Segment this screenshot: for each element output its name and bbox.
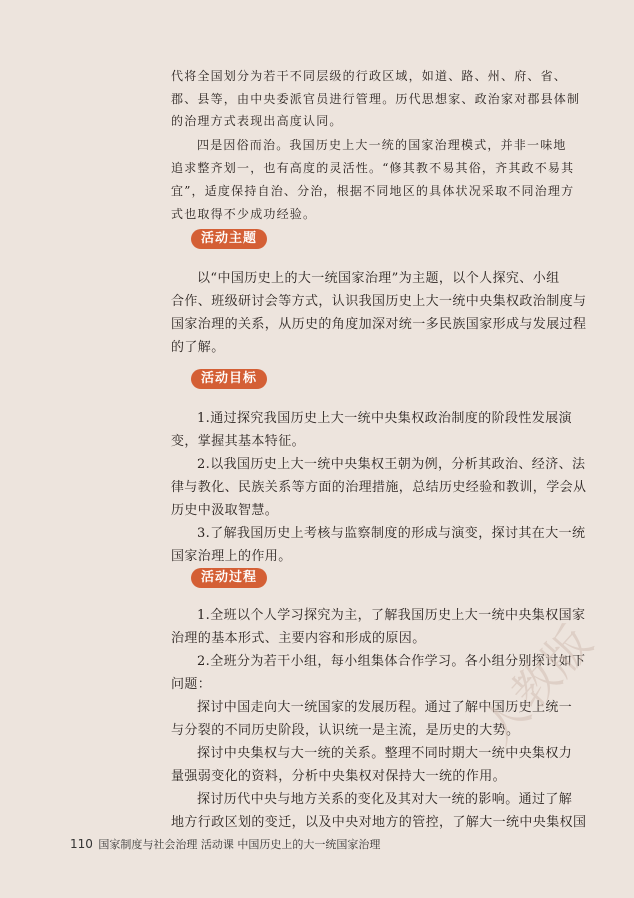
goals-line: 历史中汲取智慧。 xyxy=(171,503,279,518)
intro-line: 宜”，适度保持自治、分治，根据不同地区的具体状况采取不同治理方 xyxy=(171,184,575,198)
process-line: 地方行政区划的变迁，以及中央对地方的管控，了解大一统中央集权国 xyxy=(171,815,587,830)
process-line: 探讨历代中央与地方关系的变化及其对大一统的影响。通过了解 xyxy=(197,792,573,807)
goals-line: 2.以我国历史上大一统中央集权王朝为例，分析其政治、经济、法 xyxy=(197,457,586,472)
intro-line: 郡、县等，由中央委派官员进行管理。历代思想家、政治家对郡县体制 xyxy=(171,92,581,106)
intro-line: 式也取得不少成功经验。 xyxy=(171,207,317,221)
process-line: 治理的基本形式、主要内容和形成的原因。 xyxy=(171,631,426,646)
section-heading-process: 活动过程 xyxy=(191,568,267,588)
section-heading-goals: 活动目标 xyxy=(191,369,267,389)
goals-line: 3.了解我国历史上考核与监察制度的形成与演变，探讨其在大一统 xyxy=(197,526,586,541)
process-line: 问题： xyxy=(171,677,212,692)
theme-line: 国家治理的关系，从历史的角度加深对统一多民族国家形成与发展过程 xyxy=(171,317,587,332)
watermark: 人教版 xyxy=(469,615,603,755)
theme-line: 以“中国历史上的大一统国家治理”为主题，以个人探究、小组 xyxy=(197,271,560,286)
page-footer xyxy=(70,836,380,852)
page-number: 110 xyxy=(70,837,93,851)
goals-line: 律与教化、民族关系等方面的治理措施，总结历史经验和教训，学会从 xyxy=(171,480,587,495)
process-line: 探讨中国走向大一统国家的发展历程。通过了解中国历史上统一 xyxy=(197,700,573,715)
process-line: 探讨中央集权与大一统的关系。整理不同时期大一统中央集权力 xyxy=(197,746,573,761)
goals-line: 1.通过探究我国历史上大一统中央集权政治制度的阶段性发展演 xyxy=(197,411,573,426)
theme-line: 合作、班级研讨会等方式，认识我国历史上大一统中央集权政治制度与 xyxy=(171,294,587,309)
process-line: 1.全班以个人学习探究为主，了解我国历史上大一统中央集权国家 xyxy=(197,608,586,623)
process-line: 2.全班分为若干小组，每小组集体合作学习。各小组分别探讨如下 xyxy=(197,654,586,669)
process-line: 量强弱变化的资料，分析中央集权对保持大一统的作用。 xyxy=(171,769,507,784)
theme-line: 的了解。 xyxy=(171,340,225,355)
goals-line: 国家治理上的作用。 xyxy=(171,549,292,564)
intro-line: 追求整齐划一，也有高度的灵活性。“修其教不易其俗，齐其政不易其 xyxy=(171,161,575,175)
intro-line: 的治理方式表现出高度认同。 xyxy=(171,114,343,128)
process-line: 与分裂的不同历史阶段，认识统一是主流，是历史的大势。 xyxy=(171,723,520,738)
goals-line: 变，掌握其基本特征。 xyxy=(171,434,306,449)
running-footer-text: 国家制度与社会治理 活动课 中国历史上的大一统国家治理 xyxy=(98,838,381,851)
section-heading-theme: 活动主题 xyxy=(191,229,267,249)
intro-line: 代将全国划分为若干不同层级的行政区域，如道、路、州、府、省、 xyxy=(171,69,568,83)
intro-line: 四是因俗而治。我国历史上大一统的国家治理模式，并非一味地 xyxy=(197,138,567,152)
